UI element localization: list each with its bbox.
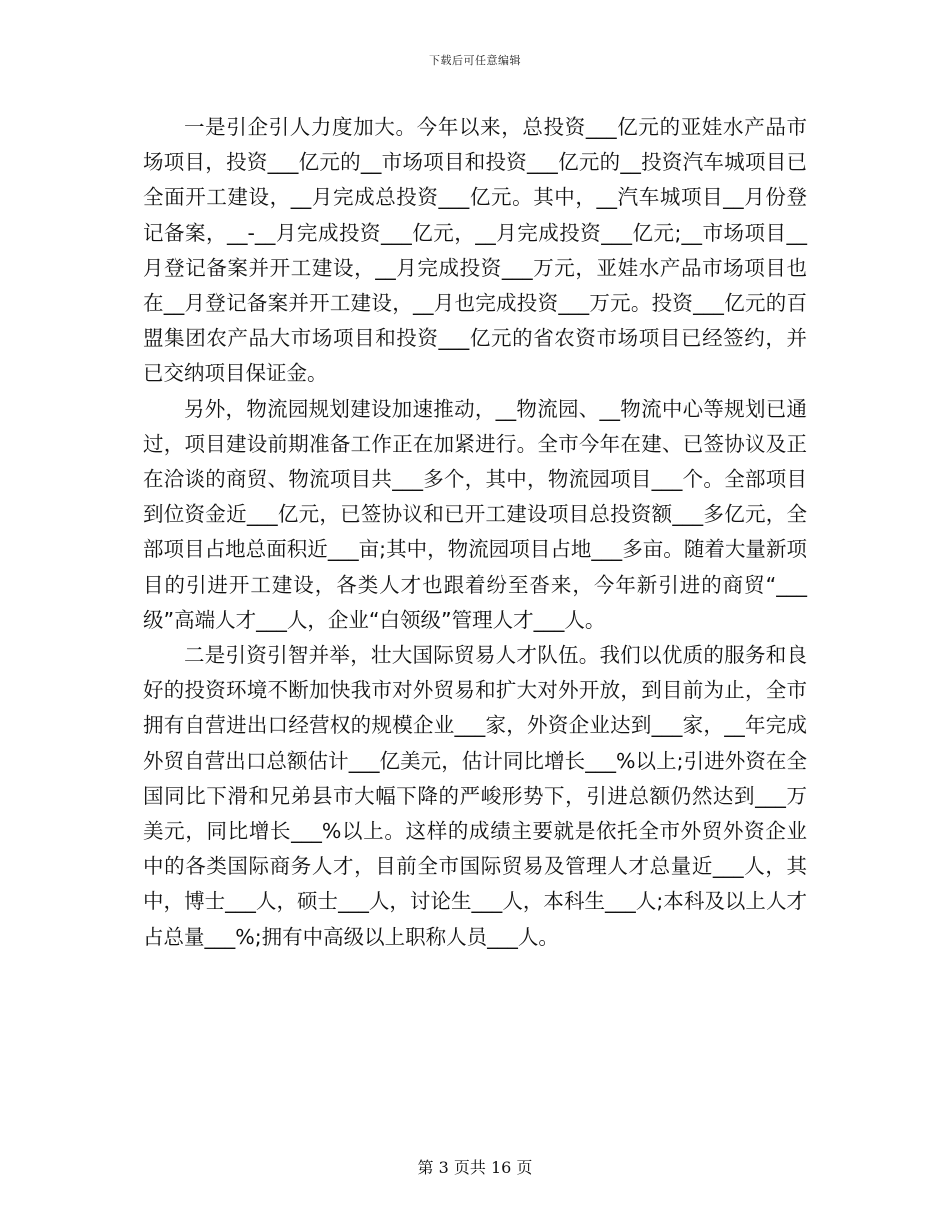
page-header-note: 下载后可任意编辑	[429, 54, 521, 67]
page-number-footer: 第 3 页共 16 页	[417, 1158, 533, 1177]
paragraph-1: 一是引企引人力度加大。今年以来，总投资___亿元的亚娃水产品市场项目，投资___亿元的__市场项目和投资___亿元的__投资汽车城项目已全面开工建设，__月完成总投资___亿元。其中，__汽车城项目__月份登记备案，__-__月完成投资___亿元，__月完成投资___亿元;__市场项目__月登记备案并开工建设，__月完成投资___万元，亚娃水产品市场项目也在__月登记备案并开工建设，__月也完成投资___万元。投资___亿元的百盟集团农产品大市场项目和投资___亿元的省农资市场项目已经签约，并已交纳项目保证金。	[143, 115, 807, 386]
document-body	[143, 110, 807, 955]
paragraph-3: 二是引资引智并举，壮大国际贸易人才队伍。我们以优质的服务和良好的投资环境不断加快我市对外贸易和扩大对外开放，到目前为止，全市拥有自营进出口经营权的规模企业___家，外资企业达到___家，__年完成外贸自营出口总额估计___亿美元，估计同比增长___%以上;引进外资在全国同比下滑和兄弟县市大幅下降的严峻形势下，引进总额仍然达到___万美元，同比增长___%以上。这样的成绩主要就是依托全市外贸外资企业中的各类国际商务人才，目前全市国际贸易及管理人才总量近___人，其中，博士___人，硕士___人，讨论生___人，本科生___人;本科及以上人才占总量___%;拥有中高级以上职称人员___人。	[143, 643, 807, 949]
paragraph-2: 另外，物流园规划建设加速推动，__物流园、__物流中心等规划已通过，项目建设前期准备工作正在加紧进行。全市今年在建、已签协议及正在洽谈的商贸、物流项目共___多个，其中，物流园项目___个。全部项目到位资金近___亿元，已签协议和已开工建设项目总投资额___多亿元，全部项目占地总面积近___亩;其中，物流园项目占地___多亩。随着大量新项目的引进开工建设，各类人才也跟着纷至沓来，今年新引进的商贸“___级”高端人才___人，企业“白领级”管理人才___人。	[143, 396, 807, 632]
